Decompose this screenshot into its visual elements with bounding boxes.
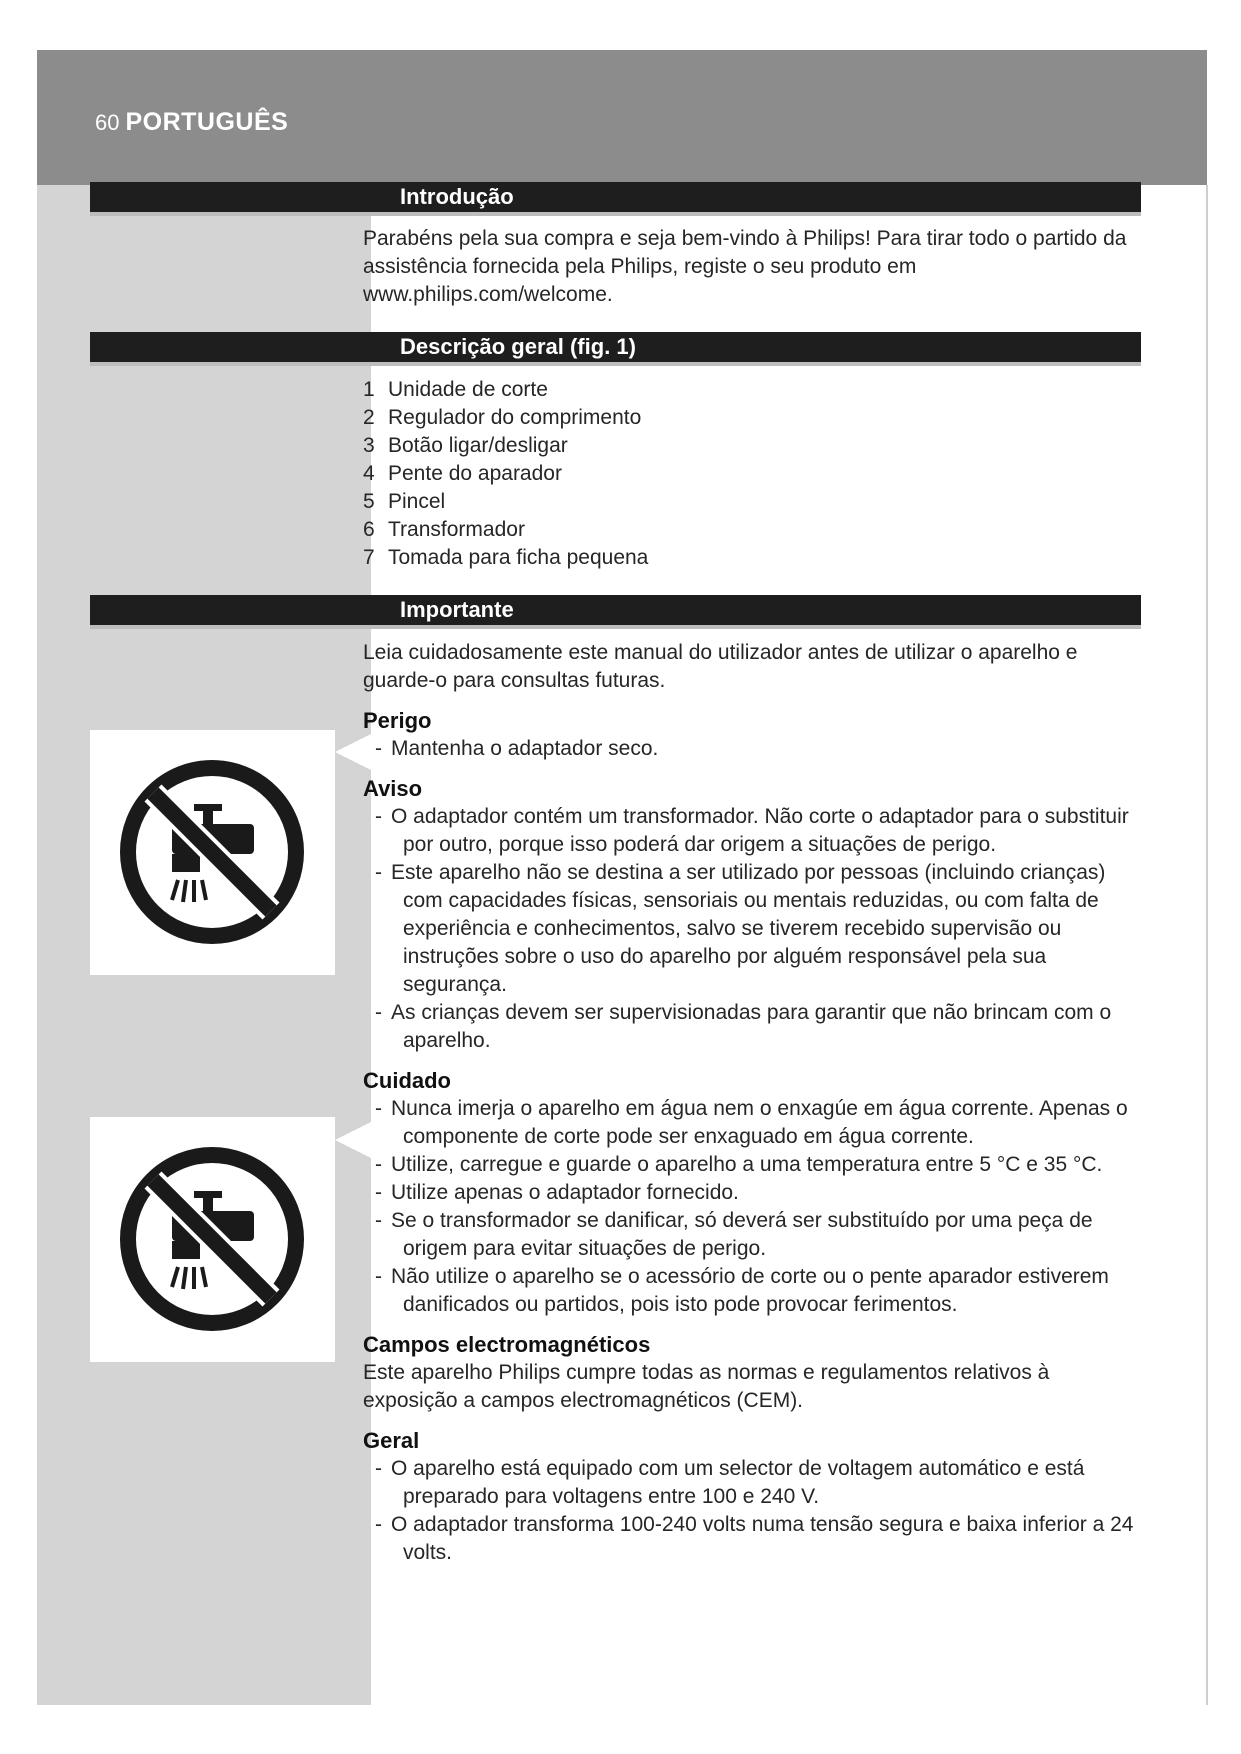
section-bar-important (90, 595, 1141, 625)
language-title: PORTUGUÊS (125, 108, 289, 136)
section-bar-shadow (90, 212, 1141, 216)
list-item: 4 Pente do aparador (363, 462, 562, 485)
section-bar-shadow (90, 625, 1141, 629)
section-bar-intro (90, 182, 1141, 212)
important-intro: Leia cuidadosamente este manual do utilizador antes de utilizar o aparelho e guarde-o para consultas futuras. (363, 641, 1078, 692)
intro-text: Parabéns pela sua compra e seja bem-vindo à Philips! Para tirar todo o partido da assistência fornecida pela Philips, registe o seu produto em www.philips.com/welcome. (363, 227, 1127, 306)
list-item: - Não utilize o aparelho se o acessório de corte ou o pente aparador estiverem danificados ou partidos, pois isto pode provocar ferimentos. (375, 1265, 1109, 1316)
section-bar-overview (90, 332, 1141, 362)
general-list (363, 1455, 1143, 1567)
no-water-tap-icon (90, 1117, 335, 1362)
intro-paragraph (363, 225, 1143, 309)
warning-list (363, 803, 1143, 1055)
warning-figure-2 (90, 1117, 335, 1362)
danger-list (363, 735, 1143, 763)
list-item: 2 Regulador do comprimento (363, 406, 642, 429)
header-band (37, 50, 1207, 185)
list-item: 7 Tomada para ficha pequena (363, 546, 649, 569)
list-item: - As crianças devem ser supervisionadas para garantir que não brincam com o aparelho. (375, 1001, 1112, 1052)
list-item: 1 Unidade de corte (363, 378, 548, 401)
list-item: - Mantenha o adaptador seco. (375, 737, 659, 760)
overview-list-block (363, 376, 1143, 572)
page-number: 60 (95, 110, 120, 135)
list-item: - Se o transformador se danificar, só deverá ser substituído por uma peça de origem para evitar situações de perigo. (375, 1209, 1093, 1260)
list-item: - O adaptador contém um transformador. Não corte o adaptador para o substituir por outro, porque isso poderá dar origem a situações de perigo. (375, 805, 1129, 856)
section-title-intro: Introdução (400, 184, 514, 209)
important-content (363, 639, 1143, 1567)
list-item: - O aparelho está equipado com um selector de voltagem automático e está preparado para voltagens entre 100 e 240 V. (375, 1457, 1085, 1508)
page-header (95, 108, 288, 137)
no-water-tap-icon (90, 730, 335, 975)
warning-heading: Aviso (363, 776, 423, 801)
list-item: - Utilize, carregue e guarde o aparelho a uma temperatura entre 5 °C e 35 °C. (375, 1153, 1103, 1176)
caution-heading: Cuidado (363, 1068, 451, 1093)
emf-text: Este aparelho Philips cumpre todas as normas e regulamentos relativos à exposição a campos electromagnéticos (CEM). (363, 1361, 1050, 1412)
list-item: 3 Botão ligar/desligar (363, 434, 568, 457)
caution-list (363, 1095, 1143, 1319)
danger-heading: Perigo (363, 708, 432, 733)
section-title-overview: Descrição geral (fig. 1) (400, 334, 636, 359)
list-item: - O adaptador transforma 100-240 volts numa tensão segura e baixa inferior a 24 volts. (375, 1513, 1134, 1564)
warning-figure-1 (90, 730, 335, 975)
section-bar-shadow (90, 362, 1141, 366)
right-rule (1206, 185, 1208, 1705)
list-item: - Este aparelho não se destina a ser utilizado por pessoas (incluindo crianças) com capacidades físicas, sensoriais ou mentais reduzidas, ou com falta de experiência e conhecimentos, salvo se tiverem recebido supervisão ou instruções sobre o uso do aparelho por alguém responsável pela sua segurança. (375, 861, 1106, 996)
list-item: - Utilize apenas o adaptador fornecido. (375, 1181, 739, 1204)
list-item: 6 Transformador (363, 518, 525, 541)
list-item: - Nunca imerja o aparelho em água nem o enxagúe em água corrente. Apenas o componente de corte pode ser enxaguado em água corrente. (375, 1097, 1128, 1148)
list-item: 5 Pincel (363, 490, 446, 513)
overview-list (363, 376, 1143, 572)
general-heading: Geral (363, 1428, 420, 1453)
emf-heading: Campos electromagnéticos (363, 1332, 651, 1357)
section-title-important: Importante (400, 597, 514, 622)
